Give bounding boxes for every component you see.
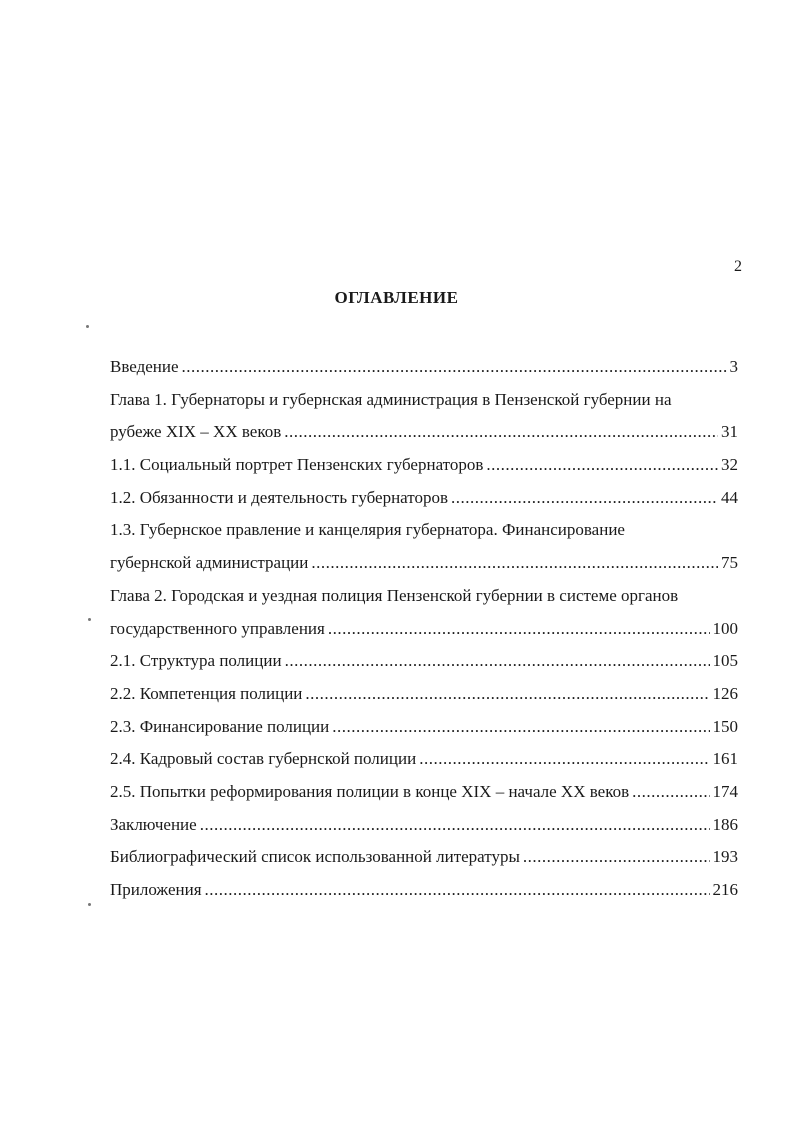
toc-entry-page: 75 <box>721 553 738 573</box>
toc-entry-text: губернской администрации <box>110 553 309 573</box>
toc-entry-line <box>110 678 738 711</box>
toc-entry-line <box>110 776 738 809</box>
toc-entry-line <box>110 809 738 842</box>
toc-entry-line <box>110 482 738 515</box>
toc-entry-page: 44 <box>721 487 738 507</box>
toc-entry-text: 2.4. Кадровый состав губернской полиции <box>110 749 417 769</box>
toc-entry-text: рубеже XIX – XX веков <box>110 422 282 442</box>
toc-entry-line <box>110 416 738 449</box>
toc-entry-text: Заключение <box>110 814 197 834</box>
toc-entry-text: 2.5. Попытки реформирования полиции в конце XIX – начале XX веков <box>110 781 630 801</box>
toc-entry-text: государственного управления <box>110 618 325 638</box>
dot-leader <box>419 743 709 776</box>
toc-entry-line <box>110 613 738 646</box>
dot-leader <box>285 645 710 678</box>
toc-entry-line <box>110 841 738 874</box>
dot-leader <box>523 841 710 874</box>
toc-entry-line <box>110 874 738 907</box>
toc-entry-text: 1.3. Губернское правление и канцелярия губернатора. Финансирование <box>110 520 625 540</box>
page-number: 2 <box>734 258 742 275</box>
toc-entry-page: 32 <box>721 455 738 475</box>
toc-entry-text: 2.2. Компетенция полиции <box>110 683 303 703</box>
toc-entry-page: 174 <box>712 781 738 801</box>
toc-entry-line <box>110 351 738 384</box>
toc-entry-text: Глава 1. Губернаторы и губернская администрация в Пензенской губернии на <box>110 389 672 409</box>
toc-entry-text: 1.2. Обязанности и деятельность губернаторов <box>110 487 448 507</box>
toc-entry-text: Приложения <box>110 880 202 899</box>
dot-leader <box>332 711 709 744</box>
scan-speck <box>88 618 91 621</box>
dot-leader <box>451 482 718 515</box>
dot-leader <box>182 351 727 384</box>
toc-entry-page: 186 <box>712 814 738 834</box>
toc-entry-line <box>110 711 738 744</box>
scan-speck <box>86 325 89 328</box>
toc-entry-page: 3 <box>729 357 738 376</box>
toc-entry-line <box>110 384 738 417</box>
toc-entry-line <box>110 547 738 580</box>
dot-leader <box>328 613 710 646</box>
toc-entry-text: 2.3. Финансирование полиции <box>110 716 330 736</box>
page-title: ОГЛАВЛЕНИЕ <box>334 288 459 307</box>
toc-entry-page: 100 <box>712 618 738 638</box>
dot-leader <box>200 809 710 842</box>
toc-entry-line <box>110 514 738 547</box>
toc-entry-line <box>110 743 738 776</box>
toc-entry-text: Глава 2. Городская и уездная полиция Пензенской губернии в системе органов <box>110 585 679 605</box>
dot-leader <box>486 449 718 482</box>
toc-entry-line <box>110 645 738 678</box>
toc-entry-page: 150 <box>712 716 738 736</box>
toc-entry-line <box>110 580 738 613</box>
toc-entry-page: 31 <box>721 422 738 442</box>
dot-leader <box>632 776 709 809</box>
dot-leader <box>305 678 709 711</box>
toc-entry-page: 105 <box>712 651 738 671</box>
toc-entry-page: 126 <box>712 683 738 703</box>
toc-entry-text: Введение <box>110 357 179 376</box>
toc-entry-page: 193 <box>712 847 738 867</box>
scan-speck <box>88 903 91 906</box>
dot-leader <box>205 874 710 907</box>
toc-entry-text: Библиографический список использованной литературы <box>110 847 520 867</box>
toc-entry-line <box>110 449 738 482</box>
toc-entry-text: 1.1. Социальный портрет Пензенских губернаторов <box>110 455 484 475</box>
toc-entry-page: 161 <box>712 749 738 769</box>
table-of-contents <box>110 351 738 907</box>
toc-entry-page: 216 <box>712 880 738 899</box>
dot-leader <box>284 416 718 449</box>
toc-entry-text: 2.1. Структура полиции <box>110 651 282 671</box>
dot-leader <box>311 547 718 580</box>
